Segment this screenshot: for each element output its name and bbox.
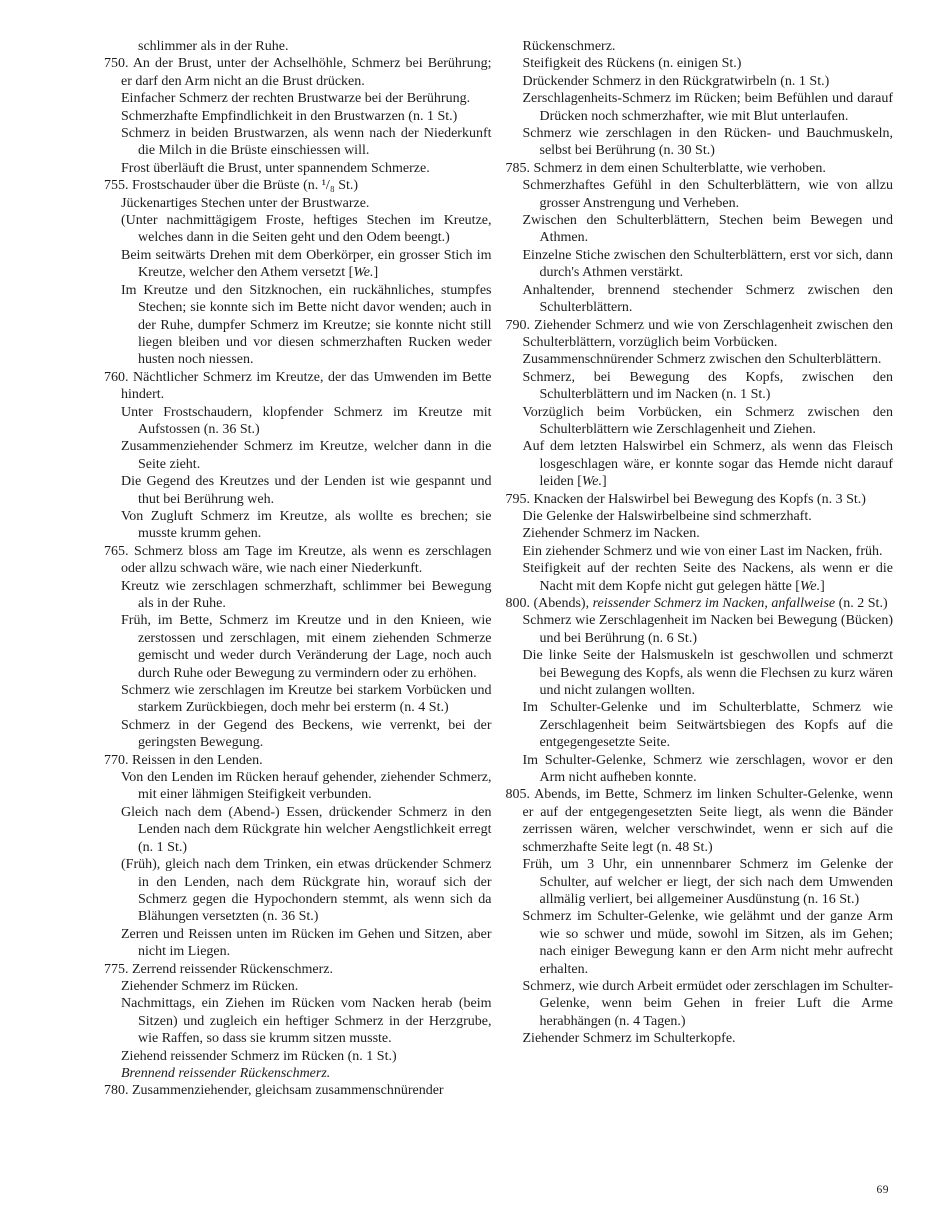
symptom-entry xyxy=(506,177,894,212)
symptom-number: 750. xyxy=(104,56,133,72)
entry-text: schlimmer als in der Ruhe. xyxy=(138,39,289,54)
italic-text: reissender Schmerz im Nacken, anfallweise xyxy=(592,596,836,611)
symptom-entry xyxy=(104,282,492,369)
symptom-entry xyxy=(506,508,894,525)
page-number: 69 xyxy=(876,1184,889,1196)
symptom-entry xyxy=(104,717,492,752)
symptom-entry xyxy=(506,317,894,352)
symptom-number: 755. xyxy=(104,178,132,194)
entry-text: (n. 2 St.) xyxy=(835,596,888,611)
symptom-number: 800. xyxy=(505,596,534,611)
entry-text: Von den Lenden im Rücken herauf gehender, ziehender Schmerz, mit einer lähmigen Steifigkeit verbunden. xyxy=(121,770,492,803)
left-column xyxy=(104,38,492,1100)
symptom-entry xyxy=(104,752,492,769)
entry-text: Ziehender Schmerz und wie von Zerschlagenheit zwischen den Schulterblättern, vorzüglich beim Vorbücken. xyxy=(522,317,893,350)
entry-text: Vorzüglich beim Vorbücken, ein Schmerz zwischen den Schulterblättern wie Zerschlagenheit und Ziehen. xyxy=(522,404,893,437)
symptom-number: 795. xyxy=(505,491,534,507)
right-column xyxy=(506,38,894,1100)
symptom-entry xyxy=(506,699,894,751)
symptom-entry xyxy=(104,90,492,107)
symptom-entry xyxy=(104,926,492,961)
symptom-entry xyxy=(104,769,492,804)
symptom-entry xyxy=(506,525,894,542)
symptom-entry xyxy=(104,1048,492,1065)
symptom-entry xyxy=(104,108,492,125)
italic-text: We. xyxy=(581,474,602,490)
entry-text: Schmerzhaftes Gefühl in den Schulterblättern, wie von allzu grosser Anstrengung und Verheben. xyxy=(522,178,893,211)
symptom-entry xyxy=(506,786,894,856)
entry-text: Knacken der Halswirbel bei Bewegung des Kopfs (n. 3 St.) xyxy=(533,491,866,507)
entry-text: Schmerz wie zerschlagen im Kreutze bei starkem Vorbücken und starkem Zurückbiegen, doch mehr bei ersterm (n. 4 St.) xyxy=(121,683,492,716)
symptom-entry xyxy=(104,856,492,926)
symptom-number: 765. xyxy=(104,543,135,559)
entry-text: Unter Frostschaudern, klopfender Schmerz im Kreutze mit Aufstossen (n. 36 St.) xyxy=(121,404,492,437)
symptom-entry xyxy=(506,125,894,160)
symptom-entry xyxy=(506,404,894,439)
italic-text: Brennend reissender Rückenschmerz. xyxy=(121,1065,331,1081)
symptom-entry xyxy=(506,752,894,787)
italic-text: We. xyxy=(799,578,821,594)
entry-text: Ein ziehender Schmerz und wie von einer Last im Nacken, früh. xyxy=(522,543,883,559)
symptom-entry xyxy=(506,438,894,490)
entry-text: Frostschauder über die Brüste (n. ¹/₈ St.) xyxy=(132,178,359,194)
entry-text: ] xyxy=(601,474,607,490)
entry-text: Abends, im Bette, Schmerz im linken Schulter-Gelenke, wenn er auf der entgegengesetzten Seite liegt, als wenn die Bänder zerrissen wären, welcher verschwindet, wenn er sich auf die schmerzhafte Seite legt (n. 48 St.) xyxy=(522,787,893,855)
symptom-entry xyxy=(104,404,492,439)
symptom-entry xyxy=(104,369,492,404)
symptom-entry xyxy=(104,804,492,856)
entry-text: ] xyxy=(373,265,379,281)
symptom-entry xyxy=(104,612,492,682)
entry-text: Beim seitwärts Drehen mit dem Oberkörper, ein grosser Stich im Kreutze, welcher den Athem versetzt [ xyxy=(121,247,492,281)
entry-text: Steifigkeit auf der rechten Seite des Nackens, als wenn er die Nacht mit dem Kopfe nicht gut gelegen hätte [ xyxy=(522,561,893,594)
entry-text: Anhaltender, brennend stechender Schmerz zwischen den Schulterblättern. xyxy=(522,282,893,316)
entry-text: Zerren und Reissen unten im Rücken im Gehen und Sitzen, aber nicht im Liegen. xyxy=(121,926,492,960)
entry-text: Nächtlicher Schmerz im Kreutze, der das Umwenden im Bette hindert. xyxy=(121,369,492,403)
symptom-entry xyxy=(104,995,492,1047)
entry-text: Die Gegend des Kreutzes und der Lenden ist wie gespannt und thut bei Berührung weh. xyxy=(121,474,492,507)
symptom-entry xyxy=(506,212,894,247)
symptom-entry xyxy=(506,595,894,612)
entry-text: Im Schulter-Gelenke und im Schulterblatte, Schmerz wie Zerschlagenheit beim Seitwärtsbiegen des Kopfs auf die entgegengesetzte Seite. xyxy=(522,700,893,751)
symptom-number: 780. xyxy=(104,1083,132,1099)
symptom-entry xyxy=(104,247,492,282)
italic-text: We. xyxy=(353,265,374,281)
entry-text: Schmerz bloss am Tage im Kreutze, als wenn es zerschlagen oder allzu schwach wäre, wie nach einer Niederkunft. xyxy=(121,543,492,577)
entry-text: Ziehender Schmerz im Nacken. xyxy=(522,526,700,542)
symptom-entry xyxy=(104,212,492,247)
entry-text: Die linke Seite der Halsmuskeln ist geschwollen und schmerzt bei Bewegung des Kopfs, als wenn die Flechsen zu kurz wären und nicht zulangen wollten. xyxy=(522,648,893,699)
entry-text: Ziehender Schmerz im Rücken. xyxy=(121,978,299,994)
symptom-entry xyxy=(506,1030,894,1047)
entry-text: (Früh), gleich nach dem Trinken, ein etwas drückender Schmerz in den Lenden, nach dem Rückgrate hin, worauf sich der Schmerz gegen die Hypochondern stemmt, als wenn sich da Blähungen versetzten (n. 36 St.) xyxy=(121,857,492,925)
entry-text: Auf dem letzten Halswirbel ein Schmerz, als wenn das Fleisch losgeschlagen wäre, er konnte sogar das Hemde nicht darauf leiden [ xyxy=(522,439,893,490)
entry-text: Drückender Schmerz in den Rückgratwirbeln (n. 1 St.) xyxy=(522,73,830,89)
entry-text: Reissen in den Lenden. xyxy=(132,752,263,768)
entry-text: Einfacher Schmerz der rechten Brustwarze bei der Berührung. xyxy=(121,91,471,107)
symptom-entry xyxy=(506,90,894,125)
entry-text: Jückenartiges Stechen unter der Brustwarze. xyxy=(121,195,370,211)
symptom-entry xyxy=(506,55,894,72)
entry-text: Im Schulter-Gelenke, Schmerz wie zerschlagen, wovor er den Arm nicht aufheben konnte. xyxy=(522,752,893,786)
entry-text: (Unter nachmittägigem Froste, heftiges Stechen im Kreutze, welches dann in die Seiten geht und den Odem beengt.) xyxy=(121,213,492,246)
entry-text: Schmerzhafte Empfindlichkeit in den Brustwarzen (n. 1 St.) xyxy=(121,108,458,124)
entry-text: Von Zugluft Schmerz im Kreutze, als wollte es brechen; sie musste krumm gehen. xyxy=(121,508,492,542)
entry-text: Zusammenziehender, gleichsam zusammenschnürender xyxy=(132,1083,444,1099)
entry-text: Schmerz, wie durch Arbeit ermüdet oder zerschlagen im Schulter-Gelenke, wenn beim Gehen in freier Luft die Arme herabhängen (n. 4 Tagen.) xyxy=(522,978,893,1029)
entry-text: (Abends), xyxy=(533,596,593,611)
entry-text: Ziehender Schmerz im Schulterkopfe. xyxy=(522,1031,736,1047)
symptom-number: 770. xyxy=(104,752,132,768)
symptom-entry xyxy=(506,491,894,508)
entry-text: Schmerz im Schulter-Gelenke, wie gelähmt und der ganze Arm wie so schwer und müde, sowohl im Sitzen, als im Gehen; nach einiger Bewegung kann er den Arm nicht mehr aufrecht erhalten. xyxy=(522,909,893,977)
entry-text: Schmerz wie zerschlagen in den Rücken- und Bauchmuskeln, selbst bei Berührung (n. 30 St.) xyxy=(522,126,893,159)
symptom-entry xyxy=(506,856,894,908)
entry-text: Kreutz wie zerschlagen schmerzhaft, schlimmer bei Bewegung als in der Ruhe. xyxy=(121,578,492,611)
entry-text: Frost überläuft die Brust, unter spannendem Schmerze. xyxy=(121,160,430,176)
entry-text: Schmerz, bei Bewegung des Kopfs, zwischen den Schulterblättern und im Nacken (n. 1 St.) xyxy=(522,369,893,403)
entry-text: Steifigkeit des Rückens (n. einigen St.) xyxy=(522,56,742,72)
entry-text: Schmerz wie Zerschlagenheit im Nacken bei Bewegung (Bücken) und bei Berührung (n. 6 St.) xyxy=(522,613,893,646)
entry-text: Rückenschmerz. xyxy=(522,39,616,54)
symptom-entry xyxy=(104,473,492,508)
symptom-entry xyxy=(104,195,492,212)
entry-text: Die Gelenke der Halswirbelbeine sind schmerzhaft. xyxy=(522,508,812,524)
entry-text: Früh, um 3 Uhr, ein unnennbarer Schmerz im Gelenke der Schulter, auf welcher er liegt, der sich nach dem Umwenden allmälig verliert, bei allgemeiner Ausdünstung (n. 16 St.) xyxy=(522,857,893,907)
symptom-entry xyxy=(104,160,492,177)
entry-text: Zerrend reissender Rückenschmerz. xyxy=(132,961,333,977)
entry-text: Nachmittags, ein Ziehen im Rücken vom Nacken herab (beim Sitzen) und zugleich ein heftiger Schmerz in der Herzgrube, wie Raffen, so dass sie krumm sitzen musste. xyxy=(121,996,492,1047)
symptom-entry xyxy=(506,612,894,647)
symptom-entry xyxy=(506,282,894,317)
symptom-number: 805. xyxy=(505,787,535,803)
symptom-entry xyxy=(104,961,492,978)
entry-text: Früh, im Bette, Schmerz im Kreutze und in den Knieen, wie zerstossen und zerschlagen, mit einem ziehenden Schmerze gemischt und weder durch Veränderung der Lage, noch auch durch Ruhe oder Bewegung zu vermindern oder zu erhöhen. xyxy=(121,613,492,681)
entry-text: Zusammenziehender Schmerz im Kreutze, welcher dann in die Seite zieht. xyxy=(121,439,492,472)
entry-text: Zwischen den Schulterblättern, Stechen beim Bewegen und Athmen. xyxy=(522,213,893,246)
entry-text: Einzelne Stiche zwischen den Schulterblättern, erst vor sich, dann durch's Athmen verstärkt. xyxy=(522,247,893,281)
symptom-entry xyxy=(104,125,492,160)
symptom-entry xyxy=(506,38,894,55)
symptom-entry xyxy=(104,682,492,717)
entry-text: Gleich nach dem (Abend-) Essen, drückender Schmerz in den Lenden nach dem Rückgrate hin welcher Aengstlichkeit erregt (n. 1 St.) xyxy=(121,804,492,855)
symptom-entry xyxy=(104,543,492,578)
symptom-number: 785. xyxy=(505,160,534,176)
symptom-entry xyxy=(104,38,492,55)
symptom-entry xyxy=(506,351,894,368)
entry-text: Zusammenschnürender Schmerz zwischen den Schulterblättern. xyxy=(522,352,882,368)
symptom-entry xyxy=(506,73,894,90)
entry-text: Im Kreutze und den Sitzknochen, ein ruckähnliches, stumpfes Stechen; sie konnte sich im Bette nicht davor wenden; auch in der Ruhe, dumpfer Schmerz im Kreutze; sie konnte nicht still liegen bleiben und vor diesen schmerzhaften Rucken weder husten noch niessen. xyxy=(121,282,492,368)
entry-text: Zerschlagenheits-Schmerz im Rücken; beim Befühlen und darauf Drücken noch schmerzhafter, wie mit Blut unterlaufen. xyxy=(522,91,893,124)
entry-text: ] xyxy=(820,578,825,594)
symptom-entry xyxy=(104,578,492,613)
symptom-entry xyxy=(104,508,492,543)
symptom-entry xyxy=(104,1082,492,1099)
symptom-number: 790. xyxy=(505,317,535,333)
symptom-entry xyxy=(506,908,894,978)
symptom-entry xyxy=(104,1065,492,1082)
symptom-entry xyxy=(506,543,894,560)
entry-text: Ziehend reissender Schmerz im Rücken (n. 1 St.) xyxy=(121,1048,397,1064)
symptom-entry xyxy=(104,978,492,995)
entry-text: Schmerz in beiden Brustwarzen, als wenn nach der Niederkunft die Milch in die Brüste einschiessen will. xyxy=(121,126,492,159)
symptom-entry xyxy=(104,55,492,90)
entry-text: Schmerz in dem einen Schulterblatte, wie verhoben. xyxy=(533,160,826,176)
symptom-entry xyxy=(104,177,492,194)
entry-text: Schmerz in der Gegend des Beckens, wie verrenkt, bei der geringsten Bewegung. xyxy=(121,717,492,751)
symptom-entry xyxy=(506,647,894,699)
symptom-number: 760. xyxy=(104,369,134,385)
symptom-entry xyxy=(506,560,894,595)
symptom-entry xyxy=(506,978,894,1030)
symptom-entry xyxy=(104,438,492,473)
symptom-entry xyxy=(506,247,894,282)
symptom-number: 775. xyxy=(104,961,132,977)
symptom-entry xyxy=(506,160,894,177)
symptom-entry xyxy=(506,369,894,404)
entry-text: An der Brust, unter der Achselhöhle, Schmerz bei Berührung; er darf den Arm nicht an die Brust drücken. xyxy=(121,56,492,89)
text-columns xyxy=(104,38,893,1100)
